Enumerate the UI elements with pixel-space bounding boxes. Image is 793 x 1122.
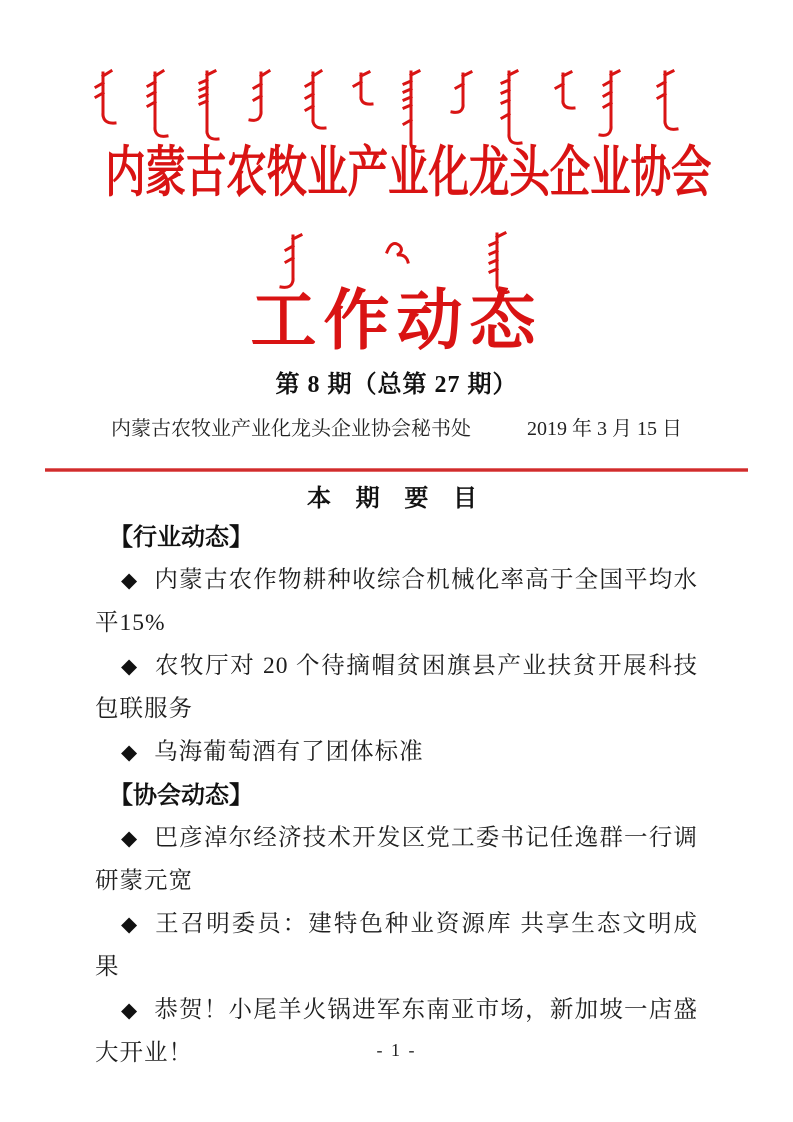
publish-date: 2019 年 3 月 15 日 xyxy=(527,418,682,440)
toc-item xyxy=(95,903,698,989)
diamond-bullet-icon: ◆ xyxy=(121,912,139,936)
contents-title: 本 期 要 目 xyxy=(306,485,486,512)
toc-item xyxy=(95,559,698,645)
masthead xyxy=(0,0,793,472)
bulletin-title: 工作动态 xyxy=(250,285,543,358)
toc-item-text: 王召明委员：建特色种业资源库 共享生态文明成果 xyxy=(95,911,698,980)
diamond-bullet-icon: ◆ xyxy=(121,998,139,1022)
toc-item-text: 乌海葡萄酒有了团体标准 xyxy=(154,739,424,765)
toc-item-text: 内蒙古农作物耕种收综合机械化率高于全国平均水平15% xyxy=(95,567,698,636)
page-number: - 1 - xyxy=(376,1040,417,1060)
red-divider-rule xyxy=(45,468,748,472)
toc-item xyxy=(95,645,698,731)
toc-item-text: 农牧厅对 20 个待摘帽贫困旗县产业扶贫开展科技包联服务 xyxy=(95,653,698,722)
section-heading-association: 【协会动态】 xyxy=(109,782,253,809)
publisher-name: 内蒙古农牧业产业化龙头企业协会秘书处 xyxy=(111,418,471,440)
publisher-row xyxy=(95,416,698,442)
issue-line: 第 8 期（总第 27 期） xyxy=(275,372,518,398)
toc-item xyxy=(95,817,698,903)
diamond-bullet-icon: ◆ xyxy=(121,568,139,592)
diamond-bullet-icon: ◆ xyxy=(121,654,139,678)
diamond-bullet-icon: ◆ xyxy=(121,826,139,850)
toc-item xyxy=(95,731,698,774)
contents-section xyxy=(95,482,698,1075)
toc-item-text: 恭贺！小尾羊火锅进军东南亚市场，新加坡一店盛大开业！ xyxy=(95,997,698,1066)
toc-item-text: 巴彦淖尔经济技术开发区党工委书记任逸群一行调研蒙元宽 xyxy=(95,825,698,894)
section-heading-industry: 【行业动态】 xyxy=(109,524,253,551)
toc-item xyxy=(95,989,698,1075)
diamond-bullet-icon: ◆ xyxy=(121,740,139,764)
association-name: 内蒙古农牧业产业化龙头企业协会 xyxy=(105,142,712,203)
